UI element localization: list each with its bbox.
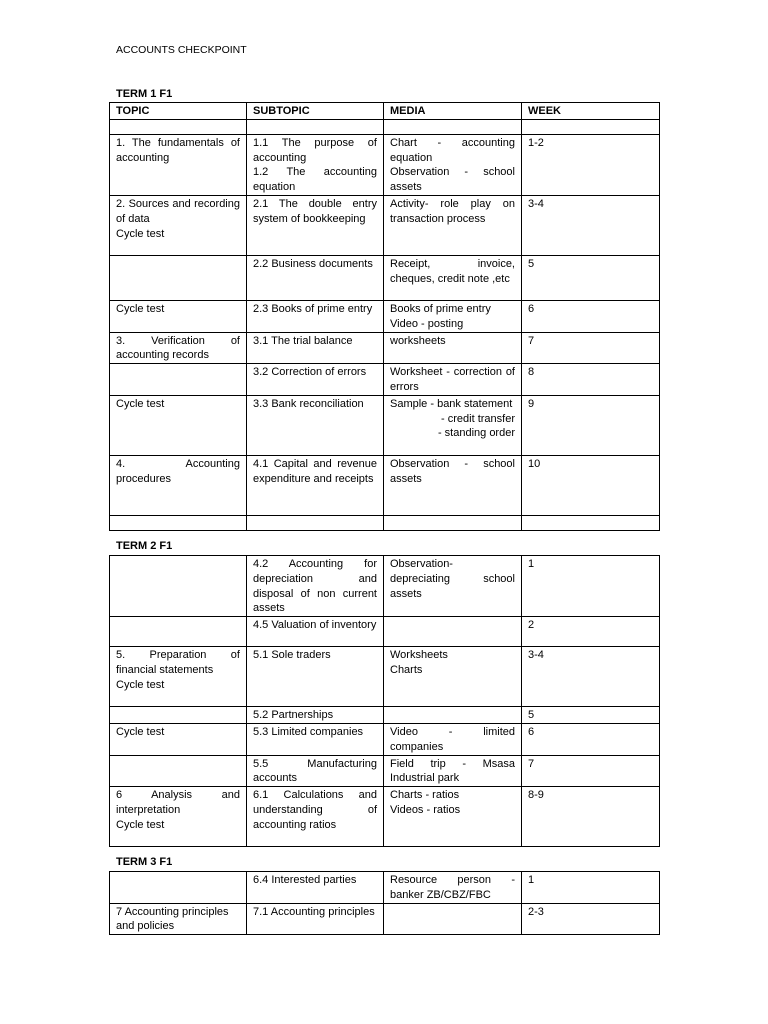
topic-cell bbox=[110, 872, 247, 904]
table-row bbox=[110, 787, 660, 847]
media-cell bbox=[384, 787, 522, 847]
subtopic-cell: 5.3 Limited companies bbox=[247, 723, 384, 755]
table-row bbox=[110, 395, 660, 455]
table-row bbox=[110, 903, 660, 935]
topic-cell bbox=[110, 364, 247, 396]
topic-line: 2. Sources and recording of data bbox=[116, 197, 240, 225]
media-line: - credit transfer bbox=[441, 412, 515, 425]
media-cell: Observation- depreciating school assets bbox=[384, 556, 522, 617]
week-cell bbox=[522, 119, 660, 134]
subtopic-cell: 3.1 The trial balance bbox=[247, 332, 384, 364]
table-row bbox=[110, 556, 660, 617]
subtopic-cell: 4.1 Capital and revenue expenditure and receipts bbox=[247, 455, 384, 515]
media-line: - standing order bbox=[437, 427, 515, 440]
subtopic-cell: 4.2 Accounting for depreciation and disposal of non current assets bbox=[247, 556, 384, 617]
header-subtopic: SUBTOPIC bbox=[247, 103, 384, 120]
media-cell bbox=[384, 617, 522, 647]
topic-cell: Cycle test bbox=[110, 395, 247, 455]
topic-line: Cycle test bbox=[116, 227, 165, 240]
topic-cell bbox=[110, 119, 247, 134]
header-week: WEEK bbox=[522, 103, 660, 120]
table-row bbox=[110, 195, 660, 255]
table-row bbox=[110, 647, 660, 707]
topic-cell: 7 Accounting principles and policies bbox=[110, 903, 247, 935]
media-line: Books of prime entry bbox=[390, 302, 491, 315]
subtopic-cell: 5.1 Sole traders bbox=[247, 647, 384, 707]
media-line: Observation - school assets bbox=[390, 166, 515, 194]
table-row bbox=[110, 515, 660, 530]
table-row bbox=[110, 455, 660, 515]
media-cell: Observation - school assets bbox=[384, 455, 522, 515]
week-cell: 7 bbox=[522, 332, 660, 364]
subtopic-cell: 4.5 Valuation of inventory bbox=[247, 617, 384, 647]
media-line: Sample - bank statement bbox=[390, 397, 513, 410]
week-cell: 8 bbox=[522, 364, 660, 396]
media-cell bbox=[384, 134, 522, 195]
subtopic-cell bbox=[247, 515, 384, 530]
subtopic-cell bbox=[247, 119, 384, 134]
week-cell: 2-3 bbox=[522, 903, 660, 935]
week-cell bbox=[522, 515, 660, 530]
topic-line: 6 Analysis and interpretation bbox=[116, 789, 240, 816]
term1-table bbox=[109, 102, 660, 531]
subtopic-cell: 3.2 Correction of errors bbox=[247, 364, 384, 396]
topic-cell bbox=[110, 617, 247, 647]
header-media: MEDIA bbox=[384, 103, 522, 120]
table-row bbox=[110, 755, 660, 787]
topic-cell bbox=[110, 255, 247, 300]
table-row bbox=[110, 872, 660, 904]
subtopic-cell: 7.1 Accounting principles bbox=[247, 903, 384, 935]
week-cell: 2 bbox=[522, 617, 660, 647]
media-line: Worksheets bbox=[390, 649, 448, 662]
table-row bbox=[110, 255, 660, 300]
week-cell: 1 bbox=[522, 556, 660, 617]
topic-cell: 3. Verification of accounting records bbox=[110, 332, 247, 364]
subtopic-cell: 2.1 The double entry system of bookkeeping bbox=[247, 195, 384, 255]
media-cell: Field trip - Msasa Industrial park bbox=[384, 755, 522, 787]
topic-cell bbox=[110, 647, 247, 707]
term1-heading: TERM 1 F1 bbox=[116, 88, 173, 100]
media-cell: worksheets bbox=[384, 332, 522, 364]
media-line: Videos - ratios bbox=[390, 803, 461, 816]
topic-line: Cycle test bbox=[116, 818, 165, 831]
term2-table bbox=[109, 555, 660, 847]
subtopic-cell: 3.3 Bank reconciliation bbox=[247, 395, 384, 455]
media-line: Video - posting bbox=[390, 317, 464, 330]
subtopic-cell: 6.1 Calculations and understanding of accounting ratios bbox=[247, 787, 384, 847]
term3-heading: TERM 3 F1 bbox=[116, 856, 173, 868]
topic-cell bbox=[110, 755, 247, 787]
media-cell bbox=[384, 300, 522, 332]
media-cell bbox=[384, 515, 522, 530]
topic-cell bbox=[110, 515, 247, 530]
week-cell: 3-4 bbox=[522, 195, 660, 255]
table-row bbox=[110, 119, 660, 134]
topic-cell bbox=[110, 707, 247, 724]
topic-cell: Cycle test bbox=[110, 723, 247, 755]
subtopic-cell: 2.3 Books of prime entry bbox=[247, 300, 384, 332]
media-cell: Video - limited companies bbox=[384, 723, 522, 755]
media-cell: Receipt, invoice, cheques, credit note ,etc bbox=[384, 255, 522, 300]
week-cell: 5 bbox=[522, 255, 660, 300]
media-line: Charts - ratios bbox=[390, 789, 460, 802]
topic-cell bbox=[110, 195, 247, 255]
media-cell bbox=[384, 903, 522, 935]
week-cell: 6 bbox=[522, 300, 660, 332]
subtopic-cell: 5.5 Manufacturing accounts bbox=[247, 755, 384, 787]
topic-cell: 1. The fundamentals of accounting bbox=[110, 134, 247, 195]
table-row bbox=[110, 332, 660, 364]
term2-heading: TERM 2 F1 bbox=[116, 540, 173, 552]
table-row bbox=[110, 134, 660, 195]
table-header-row bbox=[110, 103, 660, 120]
topic-cell bbox=[110, 556, 247, 617]
header-topic: TOPIC bbox=[110, 103, 247, 120]
week-cell: 5 bbox=[522, 707, 660, 724]
week-cell: 6 bbox=[522, 723, 660, 755]
topic-cell bbox=[110, 787, 247, 847]
media-cell bbox=[384, 395, 522, 455]
table-row bbox=[110, 364, 660, 396]
media-cell bbox=[384, 647, 522, 707]
week-cell: 1 bbox=[522, 872, 660, 904]
media-line: Chart - accounting equation bbox=[390, 136, 515, 164]
media-cell: Resource person - banker ZB/CBZ/FBC bbox=[384, 872, 522, 904]
topic-cell: 4. Accounting procedures bbox=[110, 455, 247, 515]
topic-line: Cycle test bbox=[116, 678, 165, 691]
subtopic-cell: 5.2 Partnerships bbox=[247, 707, 384, 724]
media-cell bbox=[384, 119, 522, 134]
subtopic-line: 1.1 The purpose of accounting bbox=[253, 136, 377, 164]
table-row bbox=[110, 617, 660, 647]
subtopic-cell: 6.4 Interested parties bbox=[247, 872, 384, 904]
media-cell: Worksheet - correction of errors bbox=[384, 364, 522, 396]
week-cell: 8-9 bbox=[522, 787, 660, 847]
media-cell bbox=[384, 707, 522, 724]
week-cell: 1-2 bbox=[522, 134, 660, 195]
topic-cell: Cycle test bbox=[110, 300, 247, 332]
subtopic-line: 1.2 The accounting equation bbox=[253, 166, 377, 194]
topic-line: 5. Preparation of financial statements bbox=[116, 649, 240, 676]
table-row bbox=[110, 300, 660, 332]
media-line: Charts bbox=[390, 663, 423, 676]
week-cell: 10 bbox=[522, 455, 660, 515]
subtopic-cell: 2.2 Business documents bbox=[247, 255, 384, 300]
subtopic-cell bbox=[247, 134, 384, 195]
week-cell: 9 bbox=[522, 395, 660, 455]
week-cell: 3-4 bbox=[522, 647, 660, 707]
media-cell: Activity- role play on transaction process bbox=[384, 195, 522, 255]
table-row bbox=[110, 723, 660, 755]
term3-table bbox=[109, 871, 660, 935]
document-title: ACCOUNTS CHECKPOINT bbox=[116, 44, 247, 56]
week-cell: 7 bbox=[522, 755, 660, 787]
table-row bbox=[110, 707, 660, 724]
